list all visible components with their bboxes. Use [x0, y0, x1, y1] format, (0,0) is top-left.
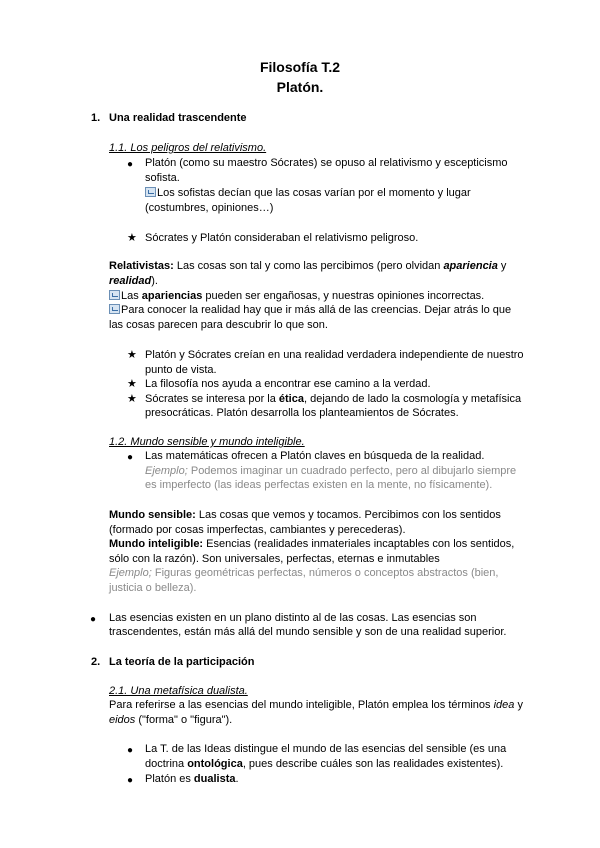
- term-idea: idea: [493, 699, 515, 711]
- term-eidos: eidos: [109, 714, 136, 726]
- relativistas-paragraph: Relativistas: Las cosas son tal y como las percibimos (pero olvidan apariencia y: [109, 260, 507, 272]
- relativistas-label: Relativistas:: [109, 260, 174, 272]
- star-icon: ★: [127, 378, 137, 390]
- note-text: las cosas parecen para descubrir lo que son.: [109, 319, 328, 331]
- section-2-number: 2.: [91, 656, 101, 668]
- doc-title-line1: Filosofía T.2: [259, 59, 341, 75]
- subsection-1-1-heading: 1.1. Los peligros del relativismo.: [109, 142, 267, 154]
- bullet-text: doctrina ontológica, pues describe cuáles son las realidades existentes).: [145, 758, 504, 770]
- bullet-text: Platón (como su maestro Sócrates) se opuso al relativismo y escepticismo: [145, 157, 508, 169]
- note-text: Los sofistas decían que las cosas varían por el momento y lugar: [157, 187, 471, 199]
- note-arrow-icon: [109, 290, 120, 300]
- bullet-text: La T. de las Ideas distingue el mundo de las esencias del sensible (es una: [145, 743, 507, 755]
- mundo-inteligible-paragraph: sólo con la razón). Son universales, perfectas, eternas e inmutables: [109, 553, 440, 565]
- note-text: (costumbres, opiniones…): [145, 202, 274, 214]
- example-text: Ejemplo; Figuras geométricas perfectas, números o conceptos abstractos (bien,: [109, 567, 499, 579]
- bullet-text: Platón es dualista.: [145, 773, 239, 785]
- paragraph: eidos ("forma" o "figura").: [109, 714, 233, 726]
- example-text: justicia o belleza).: [109, 582, 197, 594]
- bullet-icon: ●: [127, 775, 134, 786]
- doc-title-line2: Platón.: [276, 79, 324, 95]
- bullet-text: Las matemáticas ofrecen a Platón claves en búsqueda de la realidad.: [145, 450, 485, 462]
- note-arrow-icon: [145, 187, 156, 197]
- bullet-icon: ●: [127, 452, 134, 463]
- mundo-sensible-paragraph: Mundo sensible: Las cosas que vemos y tocamos. Percibimos con los sentidos: [109, 509, 501, 521]
- example-text: es imperfecto (las ideas perfectas existen en la mente, no físicamente).: [145, 479, 493, 491]
- bullet-text: trascendentes, están más allá del mundo sensible y son de una realidad superior.: [109, 626, 507, 638]
- mundo-sensible-paragraph: (formado por cosas imperfectas, cambiantes y perecederas).: [109, 524, 406, 536]
- term-etica: ética: [278, 393, 304, 405]
- section-1-number: 1.: [91, 112, 101, 124]
- term-ontologica: ontológica: [187, 758, 243, 770]
- bullet-text: sofista.: [145, 172, 180, 184]
- bullet-icon: ●: [90, 614, 97, 625]
- bullet-text: Las esencias existen en un plano distinto al de las cosas. Las esencias son: [109, 612, 477, 624]
- paragraph: Para referirse a las esencias del mundo inteligible, Platón emplea los términos idea y: [109, 699, 523, 711]
- term-dualista: dualista: [193, 773, 236, 785]
- bullet-icon: ●: [127, 745, 134, 756]
- star-text: La filosofía nos ayuda a encontrar ese camino a la verdad.: [145, 378, 431, 390]
- star-text: punto de vista.: [145, 364, 217, 376]
- bullet-icon: ●: [127, 159, 134, 170]
- star-text: Sócrates se interesa por la ética, dejando de lado la cosmología y metafísica: [145, 393, 522, 405]
- note-line: [145, 186, 471, 202]
- note-line: Las apariencias pueden ser engañosas, y nuestras opiniones incorrectas.: [109, 289, 484, 305]
- example-text: Ejemplo; Podemos imaginar un cuadrado perfecto, pero al dibujarlo siempre: [145, 465, 517, 477]
- relativistas-paragraph-end: realidad).: [109, 275, 158, 287]
- mundo-inteligible-paragraph: Mundo inteligible: Esencias (realidades inmateriales incaptables con los sentidos,: [109, 538, 515, 550]
- subsection-2-1-heading: 2.1. Una metafísica dualista.: [109, 685, 248, 697]
- term-apariencia: apariencia: [443, 260, 498, 272]
- star-text: Platón y Sócrates creían en una realidad verdadera independiente de nuestro: [145, 349, 524, 361]
- subsection-1-2-heading: 1.2. Mundo sensible y mundo inteligible.: [109, 436, 305, 448]
- star-text: presocráticas. Platón desarrolla los planteamientos de Sócrates.: [145, 407, 459, 419]
- section-2-heading: La teoría de la participación: [109, 656, 255, 668]
- star-icon: ★: [127, 232, 137, 244]
- section-1-heading: Una realidad trascendente: [109, 112, 247, 124]
- note-line: Para conocer la realidad hay que ir más allá de las creencias. Dejar atrás lo que: [109, 303, 511, 319]
- star-icon: ★: [127, 393, 137, 405]
- star-text: Sócrates y Platón consideraban el relativismo peligroso.: [145, 232, 419, 244]
- term-realidad: realidad: [109, 275, 152, 287]
- note-arrow-icon: [109, 304, 120, 314]
- star-icon: ★: [127, 349, 137, 361]
